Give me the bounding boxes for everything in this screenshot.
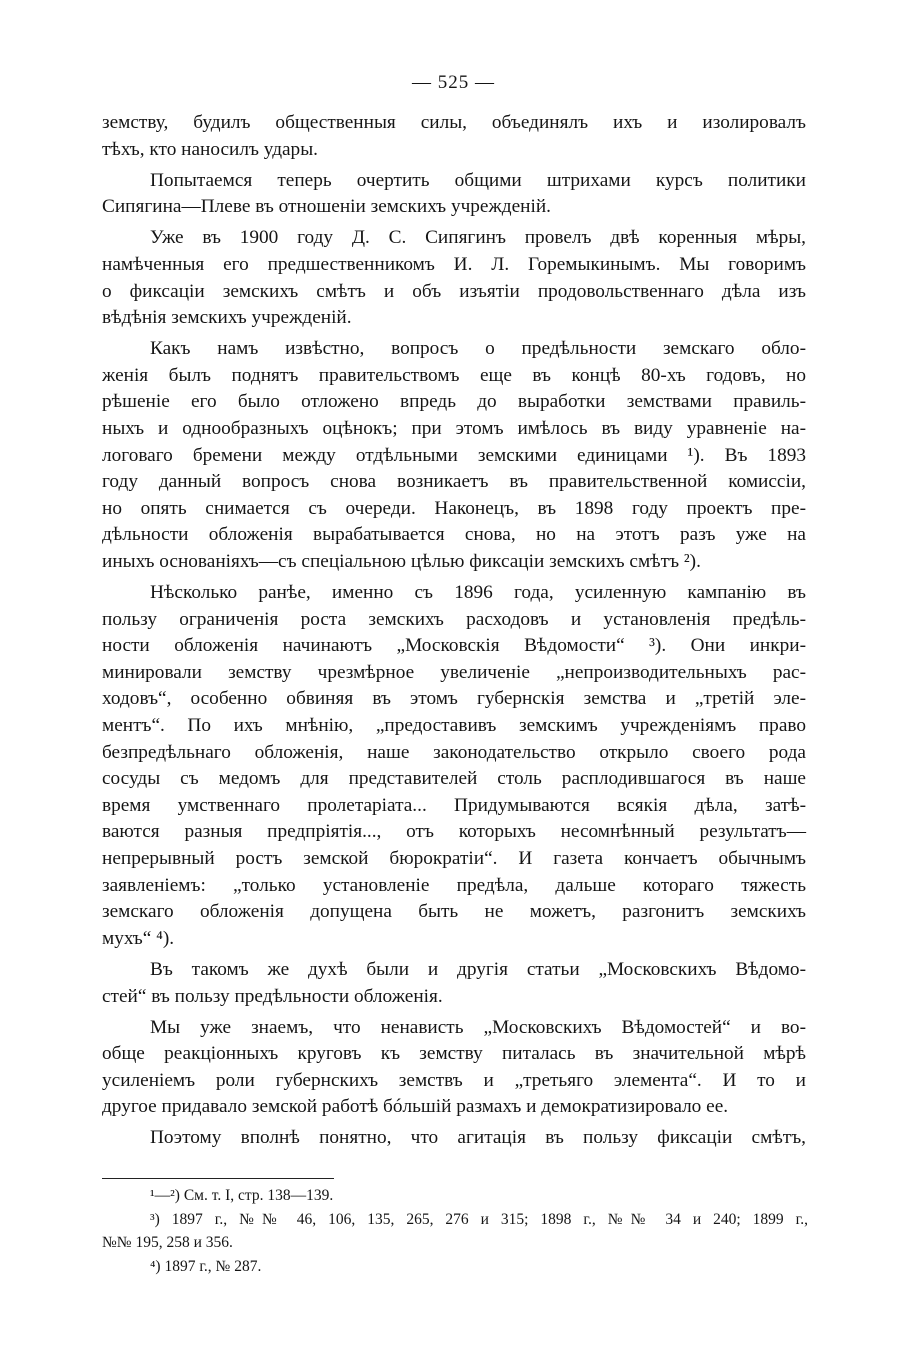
text-line: время умственнаго пролетаріата... Придумываются всякія дѣла, затѣ- xyxy=(102,794,806,816)
footnote xyxy=(102,1184,808,1208)
text-line: ментъ“. По ихъ мнѣнію, „предоставивъ земскимъ учрежденіямъ право xyxy=(102,715,806,737)
text-line: Попытаемся теперь очертить общими штрихами курсъ политики xyxy=(150,169,806,191)
text-line: минировали земству чрезмѣрное увеличеніе „непроизводительныхъ рас- xyxy=(102,661,806,683)
footnote-divider xyxy=(102,1178,334,1179)
text-line: непрерывный ростъ земской бюрократіи“. И газета кончаетъ обычнымъ xyxy=(102,848,806,870)
text-line: о фиксаціи земскихъ смѣтъ и объ изъятіи продовольственнаго дѣла изъ xyxy=(102,280,806,302)
body-text xyxy=(102,110,806,1152)
text-line: но опять снимается съ очереди. Наконецъ, въ 1898 году проектъ пре- xyxy=(102,497,806,519)
text-line: заявленіемъ: „только установленіе предѣла, дальше котораго тяжесть xyxy=(102,874,806,896)
page-number: — 525 — xyxy=(412,72,495,93)
paragraph xyxy=(102,957,806,1010)
text-line: вѣдѣнія земскихъ учрежденій. xyxy=(102,307,352,329)
text-line: логоваго бремени между отдѣльными земскими единицами ¹). Въ 1893 xyxy=(102,444,806,466)
footnote xyxy=(102,1208,808,1255)
paragraph xyxy=(102,1125,806,1152)
text-line: другое придавало земской работѣ бóльшій размахъ и демократизировало ее. xyxy=(102,1096,729,1118)
text-line: стей“ въ пользу предѣльности обложенія. xyxy=(102,985,443,1007)
text-line: Какъ намъ извѣстно, вопросъ о предѣльности земскаго обло- xyxy=(150,338,806,360)
text-line: ности обложенія начинаютъ „Московскія Вѣдомости“ ³). Они инкри- xyxy=(102,635,806,657)
paragraph xyxy=(102,1015,806,1121)
text-line: Уже въ 1900 году Д. С. Сипягинъ провелъ двѣ коренныя мѣры, xyxy=(150,227,806,249)
paragraph xyxy=(102,225,806,331)
text-line: году данный вопросъ снова возникаетъ въ правительственной комиссіи, xyxy=(102,471,806,493)
text-line: ныхъ и однообразныхъ оцѣнокъ; при этомъ имѣлось въ виду уравненіе на- xyxy=(102,418,806,440)
text-line: Нѣсколько ранѣе, именно съ 1896 года, усиленную кампанію въ xyxy=(150,582,806,604)
footnotes xyxy=(102,1184,808,1278)
text-line: Въ такомъ же духѣ были и другія статьи „Московскихъ Вѣдомо- xyxy=(150,958,806,980)
paragraph xyxy=(102,110,806,163)
text-line: намѣченныя его предшественникомъ И. Л. Горемыкинымъ. Мы говоримъ xyxy=(102,253,806,275)
text-line: рѣшеніе его было отложено впредь до выработки земствами правиль- xyxy=(102,391,806,413)
text-line: безпредѣльнаго обложенія, наше законодательство открыло своего рода xyxy=(102,741,806,763)
footnote-line: №№ 195, 258 и 356. xyxy=(102,1234,233,1251)
text-line: тѣхъ, кто наносилъ удары. xyxy=(102,138,318,160)
text-line: Сипягина—Плеве въ отношеніи земскихъ учрежденій. xyxy=(102,196,551,218)
footnote-line: ¹—²) См. т. I, стр. 138—139. xyxy=(150,1187,334,1204)
text-line: земскаго обложенія допущена быть не можетъ, разгонитъ земскихъ xyxy=(102,901,806,923)
text-line: женія былъ поднятъ правительствомъ еще въ концѣ 80-хъ годовъ, но xyxy=(102,364,806,386)
paragraph xyxy=(102,580,806,952)
text-line: Поэтому вполнѣ понятно, что агитація въ пользу фиксаціи смѣтъ, xyxy=(150,1127,806,1149)
text-line: ходовъ“, особенно обвиняя въ этомъ губернскія земства и „третій эле- xyxy=(102,688,806,710)
text-line: Мы уже знаемъ, что ненависть „Московскихъ Вѣдомостей“ и во- xyxy=(150,1016,806,1038)
text-line: обще реакціонныхъ круговъ къ земству питалась въ значительной мѣрѣ xyxy=(102,1043,806,1065)
footnote-line: ³) 1897 г., №№ 46, 106, 135, 265, 276 и 315; 1898 г., №№ 34 и 240; 1899 г., xyxy=(150,1210,808,1228)
text-line: усиленіемъ роли губернскихъ земствъ и „третьяго элемента“. И то и xyxy=(102,1069,806,1091)
text-line: сосуды съ медомъ для представителей столь расплодившагося въ наше xyxy=(102,768,806,790)
text-line: мухъ“ ⁴). xyxy=(102,927,175,949)
text-line: земству, будилъ общественныя силы, объединялъ ихъ и изолировалъ xyxy=(102,112,806,133)
text-line: дѣльности обложенія вырабатывается снова, но на этотъ разъ уже на xyxy=(102,524,806,546)
text-line: ваются разныя предпріятія..., отъ которыхъ несомнѣнный результатъ— xyxy=(102,821,806,843)
footnote xyxy=(102,1255,808,1279)
text-line: иныхъ основаніяхъ—съ спеціальною цѣлью фиксаціи земскихъ смѣтъ ²). xyxy=(102,551,701,572)
paragraph xyxy=(102,336,806,575)
paragraph xyxy=(102,168,806,221)
footnote-line: ⁴) 1897 г., № 287. xyxy=(150,1257,262,1275)
text-line: пользу ограниченія роста земскихъ расходовъ и установленія предѣль- xyxy=(102,608,806,630)
